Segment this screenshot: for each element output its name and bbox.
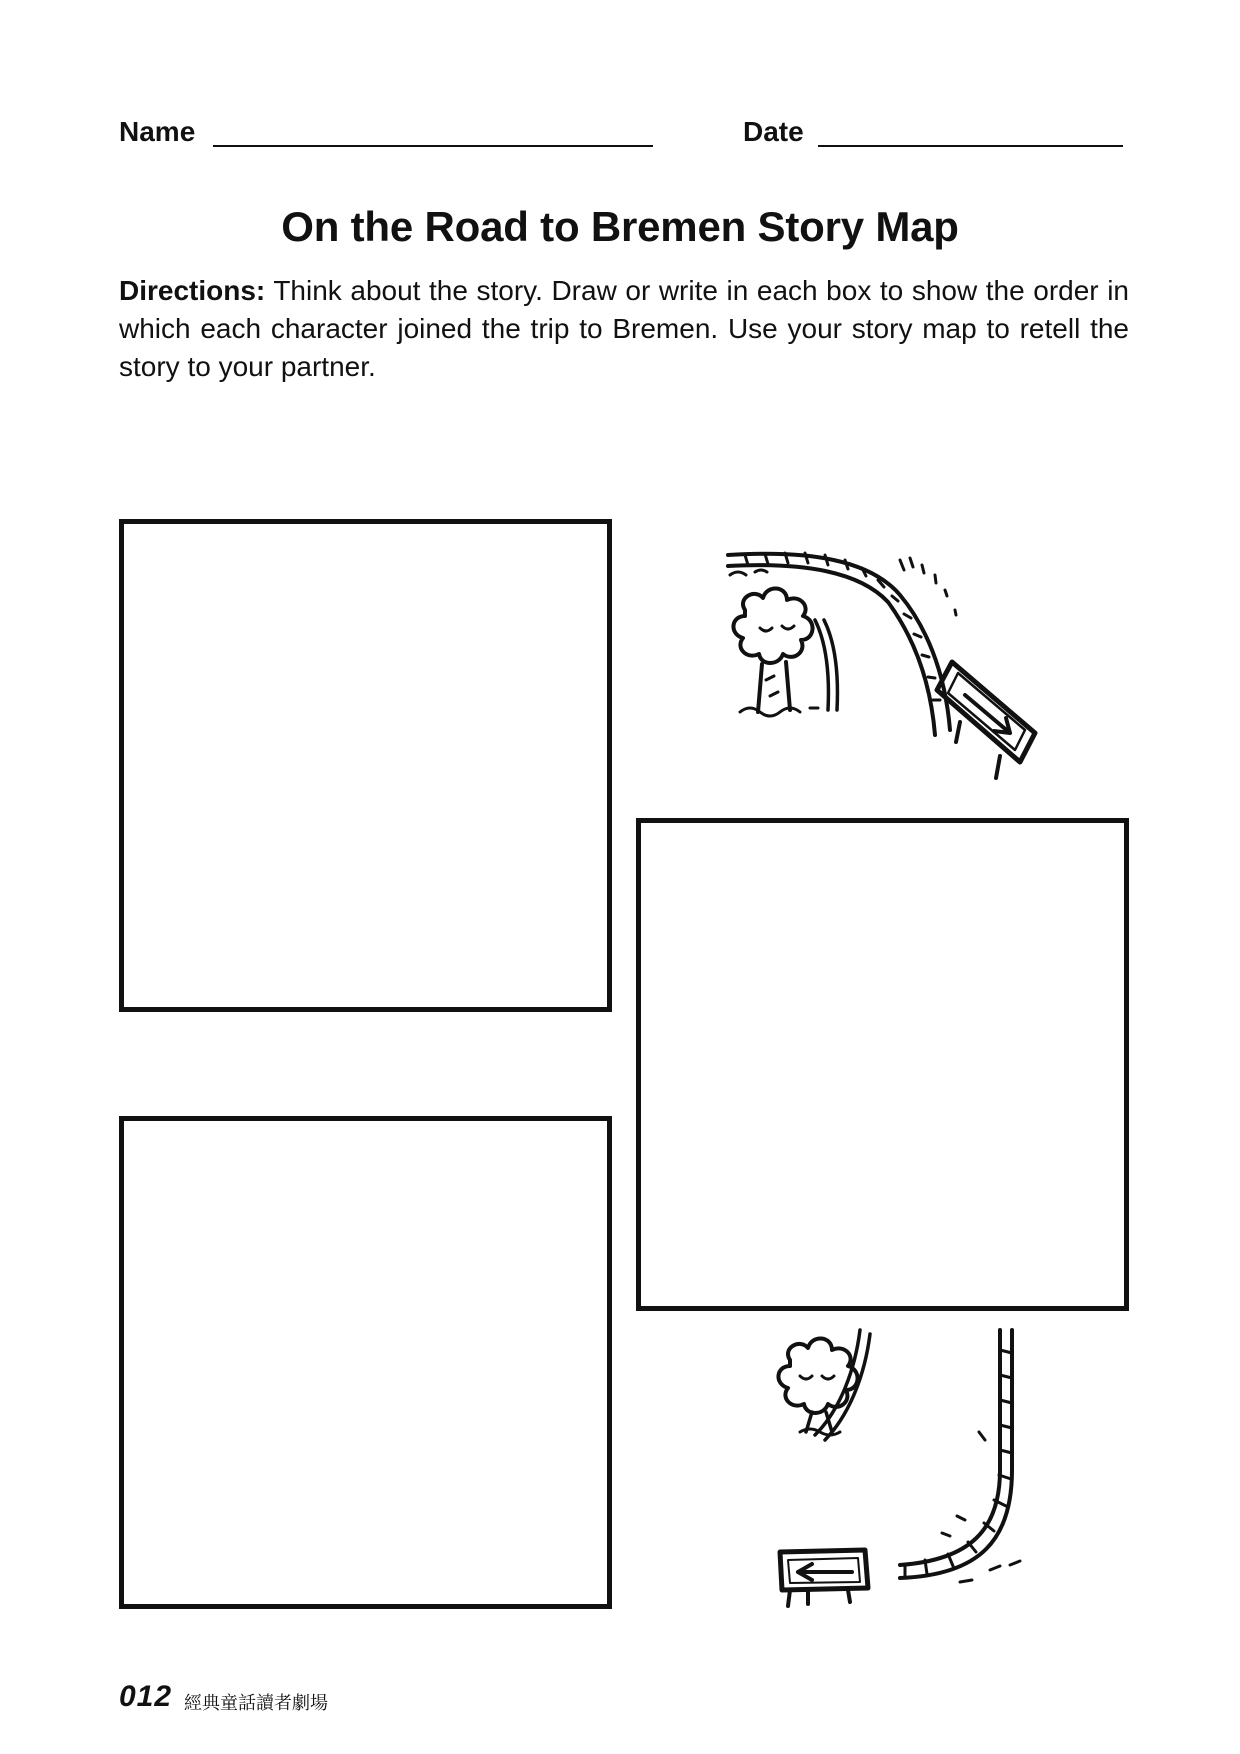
story-box-2[interactable] — [636, 818, 1129, 1311]
story-box-3[interactable] — [119, 1116, 612, 1609]
date-field[interactable] — [818, 145, 1123, 147]
directions-text: Think about the story. Draw or write in each box to show the order in which each character joined the trip to Bremen. Use your story map to retell the story to your partner. — [119, 275, 1129, 382]
road-sign-right-arrow-illustration — [700, 540, 1080, 790]
date-label: Date — [743, 116, 804, 147]
page-number: 012 — [119, 1680, 173, 1713]
story-box-1[interactable] — [119, 519, 612, 1012]
directions — [119, 272, 1129, 386]
road-sign-left-arrow-illustration — [760, 1320, 1080, 1620]
directions-lead: Directions: — [119, 275, 266, 306]
book-title: 經典童話讀者劇場 — [184, 1693, 328, 1713]
page-title: On the Road to Bremen Story Map — [281, 203, 959, 250]
name-field[interactable] — [213, 145, 653, 147]
name-label: Name — [119, 116, 196, 147]
